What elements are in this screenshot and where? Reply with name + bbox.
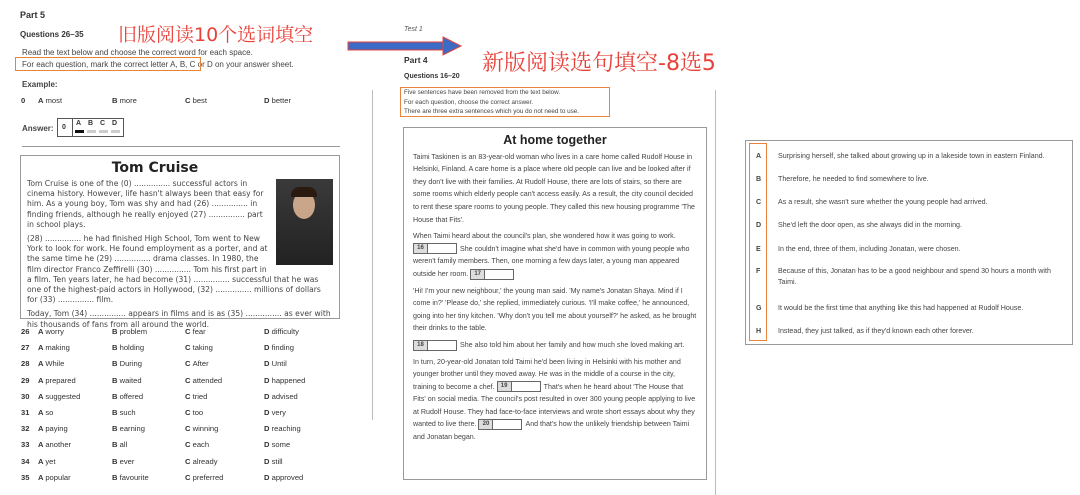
option-d: D still	[264, 456, 283, 466]
option-text: advised	[271, 391, 298, 401]
option-text: very	[271, 408, 286, 417]
option-letter: H	[756, 327, 762, 335]
option-row-34	[21, 457, 351, 469]
answer-num: 0	[62, 124, 66, 131]
option-text: Until	[271, 359, 287, 369]
option-text: fear	[192, 327, 206, 336]
answer-gap-19[interactable]	[497, 381, 541, 392]
old-format-annotation: 旧版阅读10个选词填空	[118, 24, 314, 46]
article-paragraph	[413, 356, 697, 444]
option-d: D approved	[264, 472, 304, 482]
answer-letter-d: D	[112, 120, 118, 127]
option-row-27	[21, 343, 351, 355]
option-text: attended	[192, 375, 223, 385]
option-text: finding	[271, 343, 294, 353]
option-text: worry	[45, 327, 64, 336]
tom-cruise-article	[20, 155, 340, 329]
gap-number: 19	[498, 382, 512, 391]
article-paragraph	[413, 285, 697, 335]
answer-grid	[57, 118, 124, 137]
option-a: A suggested	[38, 391, 81, 401]
option-row-31	[21, 408, 351, 420]
option-c: C After	[185, 359, 209, 369]
question-number: 33	[21, 440, 30, 450]
option-text: too	[192, 408, 204, 417]
option-a: A worry	[38, 327, 64, 336]
example-d: better	[271, 96, 292, 105]
gap-number: 17	[471, 270, 485, 279]
option-text: earning	[119, 424, 145, 434]
divider	[22, 146, 340, 147]
option-text: making	[45, 343, 70, 353]
option-sentence: Instead, they just talked, as if they'd known each other forever.	[778, 327, 974, 335]
option-sentence: In the end, three of them, including Jonatan, were chosen.	[778, 245, 961, 253]
option-c: C too	[185, 408, 204, 417]
instruction-highlight	[15, 57, 201, 71]
questions-heading: Questions 26–35	[20, 30, 84, 39]
option-sentence: Because of this, Jonatan has to be a good neighbour and spend 30 hours a month with Taimi.	[778, 267, 1051, 286]
article-paragraph	[413, 230, 697, 280]
option-row-32	[21, 424, 351, 436]
text-segment: 'Hi! I'm your new neighbour,' the young man said. 'My name's Jonatan Shaya. Mind if I come in?' 'Please do,' she replied, immediately curious. 'I'll make coffee,' he announced, going into her tiny kitchen. 'Why don't you tell me about yourself?' he asked, as he brought their drinks to the table.	[413, 286, 697, 333]
option-letter: C	[756, 198, 762, 206]
option-text: such	[119, 408, 136, 417]
arrow-icon	[348, 36, 463, 56]
question-number: 26	[21, 327, 30, 336]
test-label: Test 1	[404, 26, 423, 33]
example-label: Example:	[22, 80, 58, 89]
instruction-line: There are three extra sentences which you do not need to use.	[404, 108, 580, 115]
option-c: C fear	[185, 327, 206, 336]
option-c: C each	[185, 440, 210, 450]
option-text: all	[119, 440, 128, 450]
option-c: C tried	[185, 391, 208, 401]
answer-letter-b: B	[88, 120, 94, 127]
answer-gap-20[interactable]	[478, 419, 522, 430]
part-heading: Part 4	[404, 55, 428, 65]
option-row-30	[21, 392, 351, 404]
text-segment: When Taimi heard about the council's plan, she wondered how it was going to work.	[413, 232, 676, 241]
question-number: 27	[21, 343, 30, 353]
page-edge	[715, 90, 716, 495]
tom-cruise-photo	[276, 179, 333, 265]
option-c: C preferred	[185, 472, 224, 482]
answer-letter-c: C	[100, 120, 106, 127]
option-letter: G	[756, 304, 762, 312]
example-a: most	[45, 96, 63, 105]
answer-label: Answer:	[22, 124, 54, 133]
option-d: D happened	[264, 375, 306, 385]
at-home-together-article	[403, 127, 707, 480]
option-text: yet	[45, 456, 56, 466]
option-sentence: Surprising herself, she talked about growing up in a lakeside town in eastern Finland.	[778, 152, 1045, 160]
option-text: waited	[119, 375, 142, 385]
gap-number: 18	[414, 341, 428, 350]
option-text: ever	[119, 456, 135, 466]
question-number: 32	[21, 424, 30, 434]
option-text: prepared	[45, 375, 76, 385]
option-text: each	[192, 440, 210, 450]
example-row: 0 A most B more C best D better	[21, 96, 292, 105]
option-sentence: She'd left the door open, as she always did in the morning.	[778, 221, 962, 229]
answer-gap-17[interactable]	[470, 269, 514, 280]
article-title: At home together	[503, 133, 607, 147]
new-format-annotation: 新版阅读选句填空-8选5	[482, 51, 716, 76]
questions-heading: Questions 16–20	[404, 73, 460, 80]
option-text: paying	[45, 424, 68, 434]
option-text: popular	[45, 472, 71, 482]
option-text: taking	[192, 343, 213, 353]
option-text: problem	[119, 327, 148, 336]
option-a: A making	[38, 343, 70, 353]
option-d: D advised	[264, 391, 298, 401]
option-letter: E	[756, 245, 761, 253]
option-sentence: As a result, she wasn't sure whether the young people had arrived.	[778, 198, 988, 206]
answer-mark	[99, 130, 108, 133]
option-text: another	[45, 440, 72, 450]
option-letter: B	[756, 175, 762, 183]
option-a: A popular	[38, 472, 71, 482]
text-segment: That's when he heard about 'The House that Fits' on social media. The council's post resulted in over 300 young people applying to live at Rudolf House. They had face-to-face interviews and wrote short essays about why they wanted to live there.	[413, 382, 696, 429]
option-d: D reaching	[264, 424, 301, 434]
question-number: 31	[21, 408, 30, 417]
option-text: While	[45, 359, 65, 369]
option-sentence: Therefore, he needed to find somewhere to live.	[778, 175, 929, 183]
option-text: approved	[271, 472, 304, 482]
option-c: C attended	[185, 375, 223, 385]
answer-mark	[75, 130, 84, 133]
question-number: 35	[21, 472, 30, 482]
option-text: still	[271, 456, 283, 466]
example-c: best	[192, 96, 207, 105]
option-row-26	[21, 327, 351, 339]
example-b: more	[119, 96, 137, 105]
option-b: B all	[112, 440, 128, 450]
option-text: offered	[119, 391, 144, 401]
option-letter: F	[756, 267, 761, 275]
option-text: holding	[119, 343, 145, 353]
text-segment: She couldn't imagine what she'd have in common with young people who weren't family members. Then, one morning a few days later, a young man appeared outside her room.	[413, 244, 690, 278]
option-b: B ever	[112, 456, 135, 466]
option-text: preferred	[192, 472, 224, 482]
instruction-2: For each question, mark the correct letter A, B, C or D on your answer sheet.	[22, 60, 294, 69]
option-text: tried	[192, 391, 208, 401]
option-text: some	[271, 440, 291, 450]
instruction-line: Five sentences have been removed from the text below.	[404, 89, 561, 96]
option-row-35	[21, 473, 351, 485]
option-sentence: It would be the first time that anything like this had happened at Rudolf House.	[778, 304, 1024, 312]
answer-gap-18[interactable]	[413, 340, 457, 351]
option-text: already	[192, 456, 218, 466]
option-text: reaching	[271, 424, 301, 434]
option-c: C taking	[185, 343, 213, 353]
gap-number: 20	[479, 420, 493, 429]
option-text: difficulty	[271, 327, 299, 336]
text-segment: She also told him about her family and how much she loved making art.	[460, 340, 685, 349]
question-number: 28	[21, 359, 30, 369]
option-b: B During	[112, 359, 142, 369]
option-d: D some	[264, 440, 291, 450]
option-c: C winning	[185, 424, 219, 434]
option-d: D Until	[264, 359, 287, 369]
part-heading: Part 5	[20, 10, 46, 20]
option-d: D difficulty	[264, 327, 299, 336]
option-d: D very	[264, 408, 286, 417]
option-b: B such	[112, 408, 136, 417]
article-title: Tom Cruise	[111, 160, 199, 176]
article-paragraph	[413, 151, 697, 227]
text-segment: Taimi Taskinen is an 83-year-old woman who lives in a care home called Rudolf House in Helsinki, Finland. A care home is a place where old people can live and be looked after if they don't live with their families. At Rudolf House, there are lots of stairs, so there are some rooms which elderly people can't access easily. As a result, the city council decided to rent these spare rooms to young people. They called this new housing programme 'The House that Fits'.	[413, 152, 695, 224]
gap-number: 16	[414, 244, 428, 253]
option-a: A paying	[38, 424, 68, 434]
option-a: A prepared	[38, 375, 76, 385]
option-row-33	[21, 440, 351, 452]
answer-letter-a: A	[76, 120, 82, 127]
text-segment: In turn, 20-year-old Jonatan told Taimi he'd been living in Helsinki with his mother and younger brother until they moved away. He was in the middle of a course in the city, training to become a chef.	[413, 357, 681, 391]
article-paragraph: (28) ............... he had finished High School, Tom went to New York to look for work. He found employment as a porter, and at the same time he (29) ............... drama classes. In 1980, the film director Franco Zeffirelli (30) ............... Tom his first part in a film. Ten years later, he had become (31) ............... successful that he was one of the highest-paid actors in Hollywood, (32) ............... millions of dollars for (33) ............... film.	[27, 234, 321, 305]
answer-mark	[87, 130, 96, 133]
option-c: C already	[185, 456, 218, 466]
example-num: 0	[21, 96, 26, 105]
option-row-28	[21, 359, 351, 371]
instruction-line: For each question, choose the correct answer.	[404, 98, 534, 106]
text-segment: And that's how the unlikely friendship between Taimi and Jonatan began.	[413, 420, 690, 442]
option-text: During	[119, 359, 142, 369]
sentence-options-box	[745, 140, 1073, 345]
article-paragraph	[413, 339, 697, 352]
option-text: happened	[271, 375, 306, 385]
question-number: 30	[21, 391, 30, 401]
option-d: D finding	[264, 343, 294, 353]
option-row-29	[21, 376, 351, 388]
option-text: suggested	[45, 391, 81, 401]
question-number: 29	[21, 375, 30, 385]
option-a: A yet	[38, 456, 56, 466]
option-text: favourite	[119, 472, 149, 482]
option-b: B holding	[112, 343, 145, 353]
answer-gap-16[interactable]	[413, 243, 457, 254]
option-a: A While	[38, 359, 65, 369]
option-text: winning	[192, 424, 219, 434]
option-b: B problem	[112, 327, 148, 336]
question-number: 34	[21, 456, 30, 466]
letters-highlight	[749, 143, 767, 341]
option-a: A another	[38, 440, 72, 450]
answer-mark	[111, 130, 120, 133]
instruction-1: Read the text below and choose the correct word for each space.	[22, 48, 253, 57]
option-b: B favourite	[112, 472, 149, 482]
article-paragraph: Today, Tom (34) ............... appears in films and is as (35) ............... as ever with his thousands of fans from all around the world.	[27, 309, 331, 329]
option-letter: A	[756, 152, 762, 160]
option-b: B earning	[112, 424, 145, 434]
option-b: B offered	[112, 391, 144, 401]
article-paragraph: Tom Cruise is one of the (0) ............... successful actors in cinema history. However, life hasn't always been that easy for him. As a young boy, Tom was shy and had (26) ............... in finding friends, although he really enjoyed (27) ............... part in school plays.	[27, 179, 264, 229]
option-text: After	[192, 359, 209, 369]
option-letter: D	[756, 221, 762, 229]
option-a: A so	[38, 408, 54, 417]
page-edge	[372, 90, 373, 420]
option-text: so	[45, 408, 54, 417]
option-b: B waited	[112, 375, 142, 385]
